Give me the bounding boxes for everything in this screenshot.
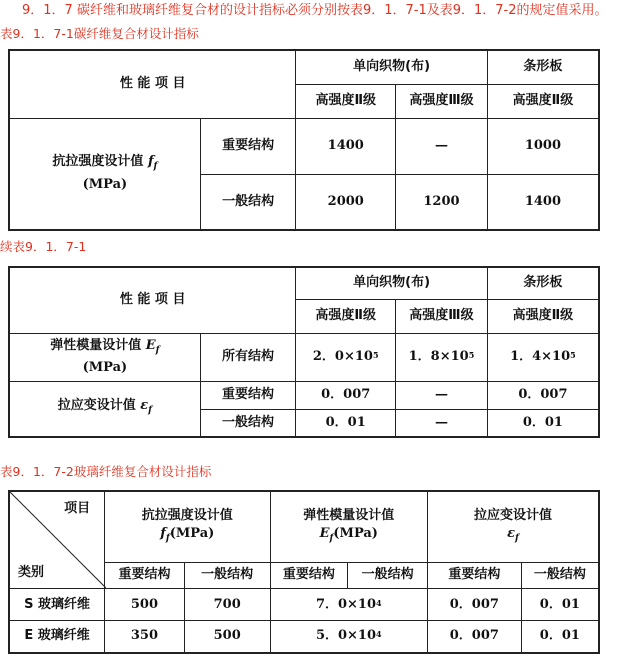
row-s-glass: S 玻璃纤维 xyxy=(9,589,105,621)
corner-header xyxy=(9,491,105,589)
cell-value: 1000 xyxy=(487,118,599,174)
header-grade-1: 高强度Ⅱ级 xyxy=(296,299,396,333)
cell-value: 500 xyxy=(184,621,270,653)
header-grade-3: 高强度Ⅱ级 xyxy=(487,84,599,118)
row-general-type: 一般结构 xyxy=(200,409,296,437)
cell-value: 700 xyxy=(184,589,270,621)
header-tensile-strength: 抗拉强度设计值 $f_f(MPa)$ xyxy=(105,491,270,562)
header-strip-plate: 条形板 xyxy=(487,50,599,84)
cell-value: 5．$0\times 10^4$ xyxy=(270,621,428,653)
row-important-type: 重要结构 xyxy=(200,381,296,409)
glass-fiber-table xyxy=(8,490,600,654)
cell-value: 350 xyxy=(105,621,185,653)
header-grade-2: 高强度Ⅲ级 xyxy=(396,84,488,118)
sub-general: 一般结构 xyxy=(348,562,428,588)
row-e-glass: E 玻璃纤维 xyxy=(9,621,105,653)
cell-value: 0．007 xyxy=(428,621,522,653)
row-important-type: 重要结构 xyxy=(200,118,296,174)
corner-category-label: 类别 xyxy=(18,565,45,580)
sub-important: 重要结构 xyxy=(428,562,522,588)
cell-value: 500 xyxy=(105,589,185,621)
cell-value: 0．01 xyxy=(521,621,599,653)
cell-value: 2000 xyxy=(296,174,396,230)
table2-caption: 续表9．1．7-1 xyxy=(0,239,87,254)
cell-value: 2．$0\times 10^5$ xyxy=(296,333,396,381)
header-grade-1: 高强度Ⅱ级 xyxy=(296,84,396,118)
table3-caption: 表9．1．7-2玻璃纤维复合材设计指标 xyxy=(0,464,212,479)
cell-value: 0．01 xyxy=(296,409,396,437)
carbon-fiber-table-continued xyxy=(8,266,600,438)
cell-value: — xyxy=(396,409,488,437)
header-property: 性 能 项 目 xyxy=(9,50,296,118)
intro-paragraph: 9．1．7 碳纤维和玻璃纤维复合材的设计指标必须分别按表9．1．7-1及表9．1．7-2的规定值采用。 xyxy=(22,3,608,18)
cell-value: 1400 xyxy=(487,174,599,230)
cell-value: 1200 xyxy=(396,174,488,230)
corner-item-label: 项目 xyxy=(64,501,91,516)
cell-value: 0．01 xyxy=(487,409,599,437)
cell-value: 1400 xyxy=(296,118,396,174)
header-grade-2: 高强度Ⅲ级 xyxy=(396,299,488,333)
carbon-fiber-table xyxy=(8,49,600,231)
cell-value: 0．007 xyxy=(428,589,522,621)
cell-value: 1．$4\times 10^5$ xyxy=(487,333,599,381)
sub-general: 一般结构 xyxy=(521,562,599,588)
header-unidirectional: 单向织物(布) xyxy=(296,50,487,84)
cell-value: 0．01 xyxy=(521,589,599,621)
header-grade-3: 高强度Ⅱ级 xyxy=(487,299,599,333)
cell-value: — xyxy=(396,118,488,174)
cell-value: 1．$8\times 10^5$ xyxy=(396,333,488,381)
elastic-modulus-label: 弹性模量设计值 $E_f$ (MPa) xyxy=(9,333,200,381)
table1-caption: 表9．1．7-1碳纤维复合材设计指标 xyxy=(0,26,199,41)
header-unidirectional: 单向织物(布) xyxy=(296,267,487,299)
sub-important: 重要结构 xyxy=(105,562,185,588)
sub-general: 一般结构 xyxy=(184,562,270,588)
cell-value: 0．007 xyxy=(487,381,599,409)
cell-value: 0．007 xyxy=(296,381,396,409)
cell-value: 7．$0\times 10^4$ xyxy=(270,589,428,621)
header-tensile-strain: 拉应变设计值 $\varepsilon_f$ xyxy=(428,491,599,562)
cell-value: — xyxy=(396,381,488,409)
row-general-type: 一般结构 xyxy=(200,174,296,230)
tensile-strain-label: 拉应变设计值 $\varepsilon_f$ xyxy=(9,381,200,437)
sub-important: 重要结构 xyxy=(270,562,348,588)
header-strip-plate: 条形板 xyxy=(487,267,599,299)
header-elastic-modulus: 弹性模量设计值 $E_f(MPa)$ xyxy=(270,491,428,562)
row-all-structures-type: 所有结构 xyxy=(200,333,296,381)
header-property: 性 能 项 目 xyxy=(9,267,296,333)
tensile-strength-label: 抗拉强度设计值 $f_f$ (MPa) xyxy=(9,118,200,230)
